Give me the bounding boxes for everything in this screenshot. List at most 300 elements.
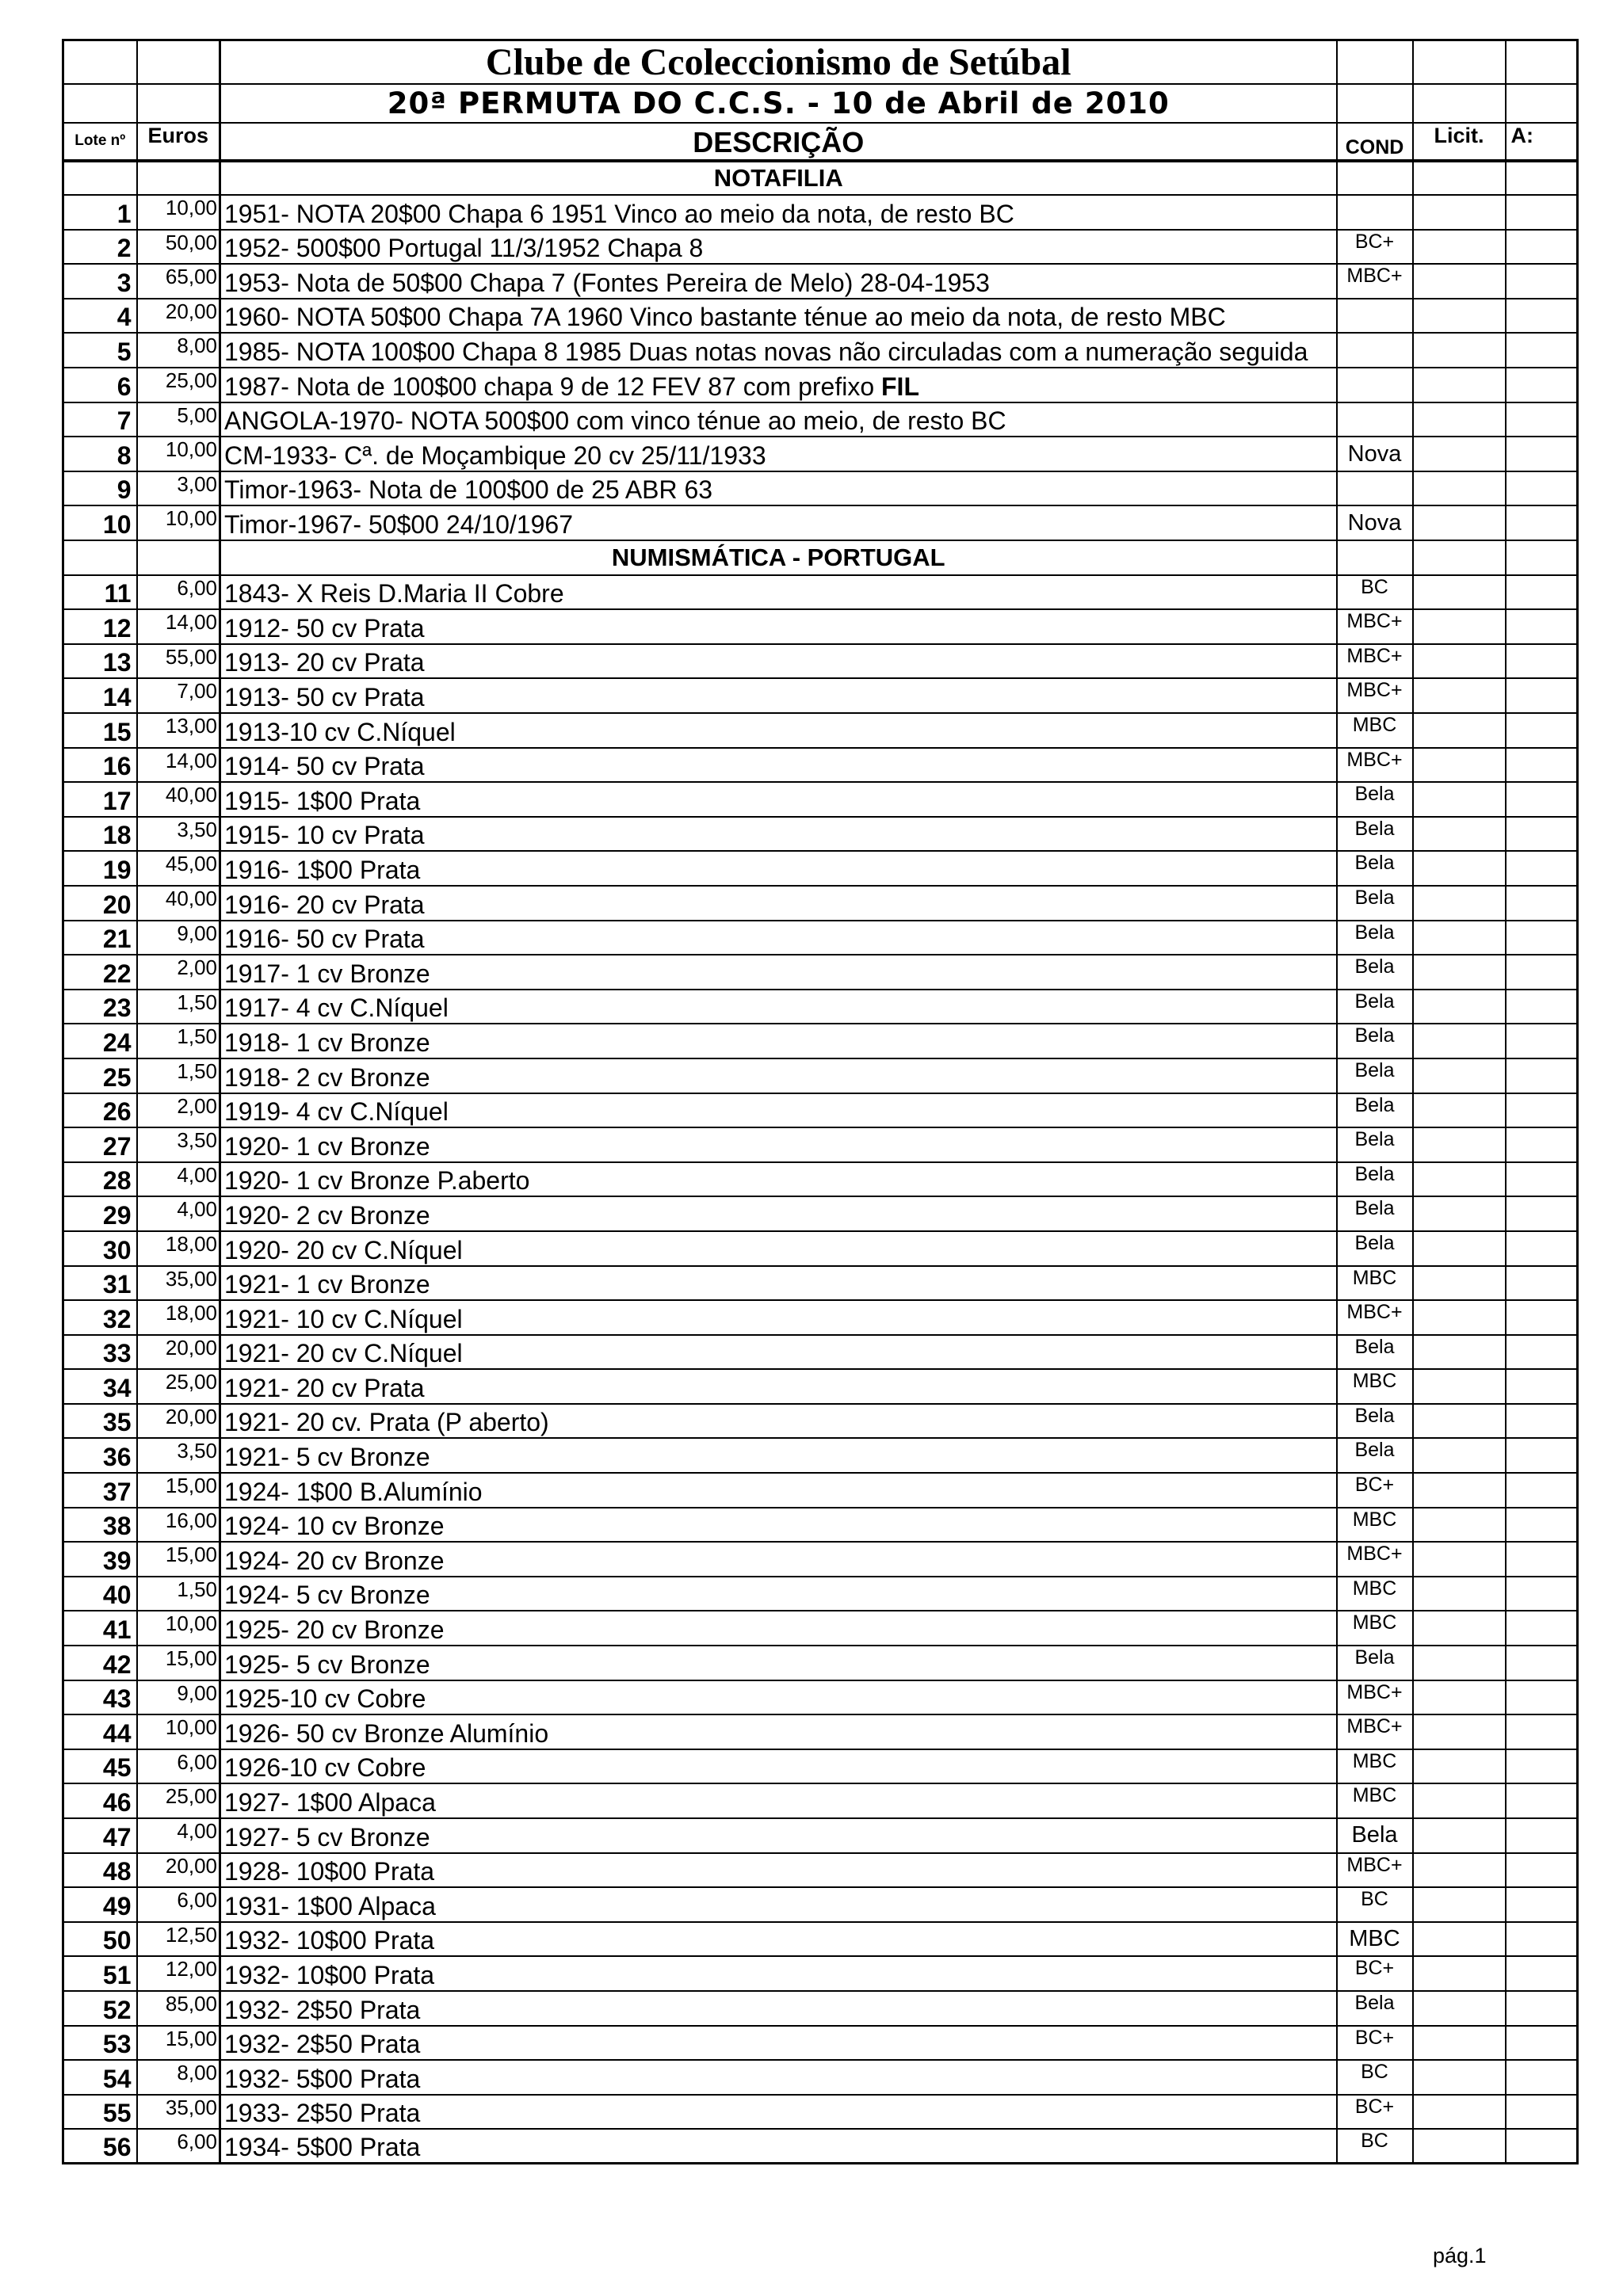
lot-price: 3,00 (137, 471, 220, 506)
lot-price: 15,00 (137, 1473, 220, 1508)
lot-row (63, 1611, 1578, 1646)
lot-description (220, 1853, 1337, 1888)
lot-a (1506, 1473, 1578, 1508)
lot-condition: MBC+ (1337, 1853, 1413, 1888)
lot-licit (1413, 1300, 1506, 1335)
lot-a (1506, 851, 1578, 886)
lot-number: 34 (63, 1369, 137, 1404)
lot-description-text: 1924- 20 cv Bronze (224, 1546, 445, 1575)
lot-number: 33 (63, 1335, 137, 1370)
lot-description-text: 1926-10 cv Cobre (224, 1753, 426, 1783)
lot-a (1506, 195, 1578, 230)
lot-price: 55,00 (137, 644, 220, 679)
lot-a (1506, 471, 1578, 506)
lot-price: 3,50 (137, 817, 220, 852)
lot-condition: MBC+ (1337, 609, 1413, 644)
lot-number: 50 (63, 1922, 137, 1957)
lot-licit (1413, 1127, 1506, 1162)
header-a: A: (1506, 123, 1578, 161)
lot-number: 12 (63, 609, 137, 644)
lot-a (1506, 1611, 1578, 1646)
lot-price: 20,00 (137, 299, 220, 334)
lot-licit (1413, 609, 1506, 644)
lot-condition: MBC (1337, 1577, 1413, 1611)
lot-number: 8 (63, 437, 137, 471)
lot-number: 23 (63, 990, 137, 1024)
lot-description (220, 748, 1337, 783)
lot-row (63, 1335, 1578, 1370)
lot-description (220, 264, 1337, 299)
lot-price: 10,00 (137, 1714, 220, 1749)
lot-description-text: 1987- Nota de 100$00 chapa 9 de 12 FEV 87 com prefixo (224, 372, 881, 401)
lot-number: 41 (63, 1611, 137, 1646)
lot-price: 10,00 (137, 437, 220, 471)
lot-description-text: 1924- 10 cv Bronze (224, 1512, 445, 1541)
lot-condition: Bela (1337, 990, 1413, 1024)
lot-description (220, 1231, 1337, 1266)
lot-licit (1413, 195, 1506, 230)
lot-condition: Bela (1337, 1818, 1413, 1853)
lot-a (1506, 1577, 1578, 1611)
lot-number: 21 (63, 921, 137, 955)
lot-description-text: 1915- 1$00 Prata (224, 786, 421, 815)
lot-licit (1413, 886, 1506, 921)
lot-licit (1413, 1577, 1506, 1611)
lot-licit (1413, 678, 1506, 713)
lot-number: 32 (63, 1300, 137, 1335)
lot-description (220, 2026, 1337, 2061)
lot-row (63, 1404, 1578, 1439)
club-title: Clube de Ccoleccionismo de Setúbal (220, 40, 1337, 84)
lot-condition: MBC+ (1337, 264, 1413, 299)
lot-number: 13 (63, 644, 137, 679)
lot-condition: MBC+ (1337, 1680, 1413, 1715)
lot-description-text: CM-1933- Cª. de Moçambique 20 cv 25/11/1933 (224, 441, 766, 470)
lot-licit (1413, 644, 1506, 679)
lot-licit (1413, 1922, 1506, 1957)
lot-price: 6,00 (137, 1749, 220, 1784)
lot-row (63, 1231, 1578, 1266)
lot-description (220, 2095, 1337, 2130)
lot-licit (1413, 264, 1506, 299)
lot-price: 6,00 (137, 575, 220, 610)
lot-licit (1413, 955, 1506, 990)
lot-description-text: 1913-10 cv C.Níquel (224, 717, 456, 746)
lot-description-text: 1931- 1$00 Alpaca (224, 1891, 436, 1920)
lot-number: 29 (63, 1196, 137, 1231)
lot-condition: Bela (1337, 1404, 1413, 1439)
lot-number: 11 (63, 575, 137, 610)
lot-licit (1413, 1438, 1506, 1473)
lot-description (220, 955, 1337, 990)
lot-number: 56 (63, 2129, 137, 2164)
lot-description (220, 817, 1337, 852)
lot-description-text: 1913- 20 cv Prata (224, 648, 425, 677)
lot-row (63, 1093, 1578, 1128)
lot-number: 18 (63, 817, 137, 852)
lot-description (220, 575, 1337, 610)
event-subtitle: 20ª PERMUTA DO C.C.S. - 10 de Abril de 2010 (220, 84, 1337, 123)
lot-description-text: 1926- 50 cv Bronze Alumínio (224, 1718, 549, 1748)
lot-condition: BC+ (1337, 1473, 1413, 1508)
lot-condition: MBC+ (1337, 1714, 1413, 1749)
lot-price: 65,00 (137, 264, 220, 299)
lot-description-text: 1918- 2 cv Bronze (224, 1062, 430, 1092)
lot-description (220, 851, 1337, 886)
lot-condition: MBC (1337, 1749, 1413, 1784)
lot-description (220, 1369, 1337, 1404)
lot-price: 85,00 (137, 1991, 220, 2026)
lot-licit (1413, 1231, 1506, 1266)
lot-number: 51 (63, 1956, 137, 1991)
lot-row (63, 955, 1578, 990)
lot-a (1506, 1956, 1578, 1991)
lot-price: 12,00 (137, 1956, 220, 1991)
lot-licit (1413, 2060, 1506, 2095)
lot-price: 25,00 (137, 1369, 220, 1404)
lot-description-text: 1920- 1 cv Bronze (224, 1131, 430, 1161)
lot-licit (1413, 1473, 1506, 1508)
lot-licit (1413, 333, 1506, 368)
lot-description-text: 1927- 5 cv Bronze (224, 1822, 430, 1852)
lot-description (220, 1300, 1337, 1335)
lot-description-text: 1934- 5$00 Prata (224, 2133, 421, 2162)
lot-price: 1,50 (137, 1058, 220, 1093)
lot-price: 25,00 (137, 1783, 220, 1818)
lot-row (63, 437, 1578, 471)
lot-condition: Bela (1337, 1438, 1413, 1473)
lot-number: 44 (63, 1714, 137, 1749)
lot-row (63, 1956, 1578, 1991)
lot-description (220, 1991, 1337, 2026)
lot-row (63, 333, 1578, 368)
lot-row (63, 2129, 1578, 2164)
lot-price: 20,00 (137, 1853, 220, 1888)
lot-licit (1413, 1714, 1506, 1749)
header-cond: COND (1337, 123, 1413, 161)
lot-description (220, 505, 1337, 540)
lot-number: 24 (63, 1024, 137, 1058)
lot-condition: MBC (1337, 1266, 1413, 1301)
lot-licit (1413, 1093, 1506, 1128)
lot-a (1506, 1783, 1578, 1818)
permuta-table (62, 39, 1579, 2164)
lot-a (1506, 1231, 1578, 1266)
lot-a (1506, 1818, 1578, 1853)
lot-row (63, 851, 1578, 886)
lot-licit (1413, 2095, 1506, 2130)
lot-licit (1413, 230, 1506, 265)
lot-description (220, 1196, 1337, 1231)
lot-condition: Bela (1337, 1024, 1413, 1058)
lot-description-text: 1932- 10$00 Prata (224, 1926, 435, 1955)
lot-description-text: 1925- 5 cv Bronze (224, 1650, 430, 1679)
lot-description-text: 1920- 20 cv C.Níquel (224, 1235, 463, 1264)
lot-row (63, 1162, 1578, 1197)
lot-number: 25 (63, 1058, 137, 1093)
lot-description-text: 1917- 1 cv Bronze (224, 959, 430, 988)
lot-a (1506, 1196, 1578, 1231)
lot-description (220, 1887, 1337, 1922)
lot-description-text: 1916- 20 cv Prata (224, 890, 425, 919)
lot-price: 8,00 (137, 2060, 220, 2095)
lot-a (1506, 230, 1578, 265)
lot-description (220, 713, 1337, 748)
lot-description-text: 1960- NOTA 50$00 Chapa 7A 1960 Vinco bastante ténue ao meio da nota, de resto MBC (224, 303, 1226, 332)
lot-row (63, 1473, 1578, 1508)
lot-a (1506, 2060, 1578, 2095)
lot-condition: BC+ (1337, 2095, 1413, 2130)
lot-row (63, 1438, 1578, 1473)
lot-row (63, 1369, 1578, 1404)
lot-number: 17 (63, 782, 137, 817)
lot-number: 28 (63, 1162, 137, 1197)
lot-a (1506, 921, 1578, 955)
lot-number: 45 (63, 1749, 137, 1784)
lot-description-text: 1932- 5$00 Prata (224, 2064, 421, 2093)
lot-description (220, 1783, 1337, 1818)
lot-price: 2,00 (137, 1093, 220, 1128)
lot-row (63, 1058, 1578, 1093)
lot-licit (1413, 713, 1506, 748)
lot-description (220, 195, 1337, 230)
lot-licit (1413, 1991, 1506, 2026)
lot-description (220, 782, 1337, 817)
lot-description-text: 1912- 50 cv Prata (224, 613, 425, 643)
lot-a (1506, 713, 1578, 748)
lot-number: 53 (63, 2026, 137, 2061)
lot-condition: Bela (1337, 1093, 1413, 1128)
lot-description (220, 1956, 1337, 1991)
lot-licit (1413, 402, 1506, 437)
lot-description-text: 1919- 4 cv C.Níquel (224, 1097, 449, 1127)
lot-price: 8,00 (137, 333, 220, 368)
lot-description (220, 333, 1337, 368)
lot-description (220, 1922, 1337, 1957)
lot-number: 16 (63, 748, 137, 783)
lot-a (1506, 782, 1578, 817)
lot-description (220, 1818, 1337, 1853)
lot-price: 1,50 (137, 1577, 220, 1611)
lot-a (1506, 1162, 1578, 1197)
lot-licit (1413, 1404, 1506, 1439)
lot-price: 6,00 (137, 2129, 220, 2164)
lot-number: 2 (63, 230, 137, 265)
lot-number: 7 (63, 402, 137, 437)
lot-licit (1413, 299, 1506, 334)
lot-a (1506, 1991, 1578, 2026)
lot-description-text: 1913- 50 cv Prata (224, 683, 425, 711)
lot-number: 49 (63, 1887, 137, 1922)
lot-description-text: 1952- 500$00 Portugal 11/3/1952 Chapa 8 (224, 234, 704, 263)
lot-description-text: 1920- 2 cv Bronze (224, 1200, 430, 1230)
header-row (63, 123, 1578, 161)
lot-description-text: 1921- 10 cv C.Níquel (224, 1304, 463, 1333)
lot-description-bold: FIL (881, 372, 919, 401)
lot-a (1506, 505, 1578, 540)
lot-row (63, 1127, 1578, 1162)
section-row (63, 161, 1578, 196)
lot-price: 9,00 (137, 1680, 220, 1715)
lot-row (63, 471, 1578, 506)
lot-condition: BC (1337, 2060, 1413, 2095)
lot-number: 3 (63, 264, 137, 299)
lot-condition: Bela (1337, 1335, 1413, 1370)
lot-price: 6,00 (137, 1887, 220, 1922)
page-number: pág.1 (1433, 2244, 1487, 2267)
lot-row (63, 1714, 1578, 1749)
lot-a (1506, 1093, 1578, 1128)
lot-a (1506, 1749, 1578, 1784)
header-descricao: DESCRIÇÃO (220, 123, 1337, 161)
lot-number: 15 (63, 713, 137, 748)
lot-price: 13,00 (137, 713, 220, 748)
lot-condition: MBC (1337, 1922, 1413, 1957)
lot-description (220, 1749, 1337, 1784)
lot-condition (1337, 195, 1413, 230)
lot-a (1506, 1542, 1578, 1577)
lot-price: 4,00 (137, 1818, 220, 1853)
lot-price: 1,50 (137, 1024, 220, 1058)
lot-number: 35 (63, 1404, 137, 1439)
lot-description-text: 1932- 2$50 Prata (224, 2030, 421, 2059)
lot-licit (1413, 1058, 1506, 1093)
lot-licit (1413, 1266, 1506, 1301)
lot-description (220, 2129, 1337, 2164)
lot-description (220, 1714, 1337, 1749)
lot-price: 2,00 (137, 955, 220, 990)
lot-price: 7,00 (137, 678, 220, 713)
lot-row (63, 1680, 1578, 1715)
lot-description-text: 1916- 1$00 Prata (224, 855, 421, 884)
lot-description-text: 1953- Nota de 50$00 Chapa 7 (Fontes Pereira de Melo) 28-04-1953 (224, 268, 990, 297)
lot-condition: Bela (1337, 921, 1413, 955)
lot-price: 16,00 (137, 1508, 220, 1543)
lot-number: 43 (63, 1680, 137, 1715)
lot-row (63, 1818, 1578, 1853)
lot-row (63, 609, 1578, 644)
lot-description-text: 1843- X Reis D.Maria II Cobre (224, 579, 564, 608)
lot-description-text: 1925- 20 cv Bronze (224, 1615, 445, 1645)
lot-condition: BC (1337, 2129, 1413, 2164)
lot-licit (1413, 1508, 1506, 1543)
lot-condition: Bela (1337, 1231, 1413, 1266)
lot-row (63, 1196, 1578, 1231)
lot-description (220, 1542, 1337, 1577)
lot-condition: Bela (1337, 851, 1413, 886)
lot-condition: Bela (1337, 955, 1413, 990)
lot-a (1506, 2095, 1578, 2130)
lot-condition: Bela (1337, 1058, 1413, 1093)
lot-a (1506, 1680, 1578, 1715)
lot-condition: Bela (1337, 1127, 1413, 1162)
lot-description-text: 1916- 50 cv Prata (224, 925, 425, 954)
lot-price: 40,00 (137, 782, 220, 817)
lot-description (220, 1646, 1337, 1680)
lot-row (63, 1300, 1578, 1335)
lot-description (220, 644, 1337, 679)
lot-description-text: 1932- 10$00 Prata (224, 1960, 435, 1989)
lot-row (63, 230, 1578, 265)
lot-condition: Bela (1337, 1162, 1413, 1197)
lot-description (220, 609, 1337, 644)
lot-a (1506, 1887, 1578, 1922)
lot-a (1506, 1922, 1578, 1957)
lot-price: 15,00 (137, 1646, 220, 1680)
lot-row (63, 748, 1578, 783)
lot-price: 3,50 (137, 1127, 220, 1162)
lot-price: 18,00 (137, 1300, 220, 1335)
lot-licit (1413, 1956, 1506, 1991)
lot-description-text: Timor-1967- 50$00 24/10/1967 (224, 510, 573, 540)
lot-row (63, 1853, 1578, 1888)
lot-row (63, 817, 1578, 852)
lot-licit (1413, 1853, 1506, 1888)
section-title: NOTAFILIA (220, 161, 1337, 196)
lot-price: 35,00 (137, 2095, 220, 2130)
lot-licit (1413, 1024, 1506, 1058)
lot-row (63, 782, 1578, 817)
lot-licit (1413, 1369, 1506, 1404)
lot-condition: Nova (1337, 437, 1413, 471)
lot-description (220, 678, 1337, 713)
lot-licit (1413, 575, 1506, 610)
lot-number: 40 (63, 1577, 137, 1611)
lot-number: 14 (63, 678, 137, 713)
lot-licit (1413, 1818, 1506, 1853)
lot-licit (1413, 1542, 1506, 1577)
lot-description (220, 1266, 1337, 1301)
lot-licit (1413, 1162, 1506, 1197)
lot-licit (1413, 1196, 1506, 1231)
lot-condition: Bela (1337, 1646, 1413, 1680)
lot-condition: MBC (1337, 1611, 1413, 1646)
lot-condition: Bela (1337, 1196, 1413, 1231)
lot-number: 54 (63, 2060, 137, 2095)
lot-price: 15,00 (137, 2026, 220, 2061)
lot-description (220, 402, 1337, 437)
lot-licit (1413, 2129, 1506, 2164)
lot-condition: MBC (1337, 1508, 1413, 1543)
lot-a (1506, 368, 1578, 402)
lot-row (63, 2095, 1578, 2130)
lot-condition: MBC+ (1337, 1300, 1413, 1335)
lot-row (63, 678, 1578, 713)
lot-price: 10,00 (137, 505, 220, 540)
lot-description (220, 1680, 1337, 1715)
lot-description-text: 1921- 20 cv. Prata (P aberto) (224, 1408, 549, 1437)
lot-a (1506, 1853, 1578, 1888)
lot-description (220, 1508, 1337, 1543)
lot-condition: Bela (1337, 782, 1413, 817)
lot-description (220, 886, 1337, 921)
lot-row (63, 644, 1578, 679)
lot-condition: MBC (1337, 713, 1413, 748)
lot-description-text: 1924- 5 cv Bronze (224, 1581, 430, 1610)
lot-description (220, 368, 1337, 402)
lot-condition: BC (1337, 575, 1413, 610)
lot-row (63, 1991, 1578, 2026)
lot-number: 22 (63, 955, 137, 990)
lot-price: 12,50 (137, 1922, 220, 1957)
lot-row (63, 299, 1578, 334)
lot-a (1506, 748, 1578, 783)
lot-a (1506, 299, 1578, 334)
lot-a (1506, 264, 1578, 299)
lot-a (1506, 1058, 1578, 1093)
lot-row (63, 575, 1578, 610)
lot-description (220, 1438, 1337, 1473)
